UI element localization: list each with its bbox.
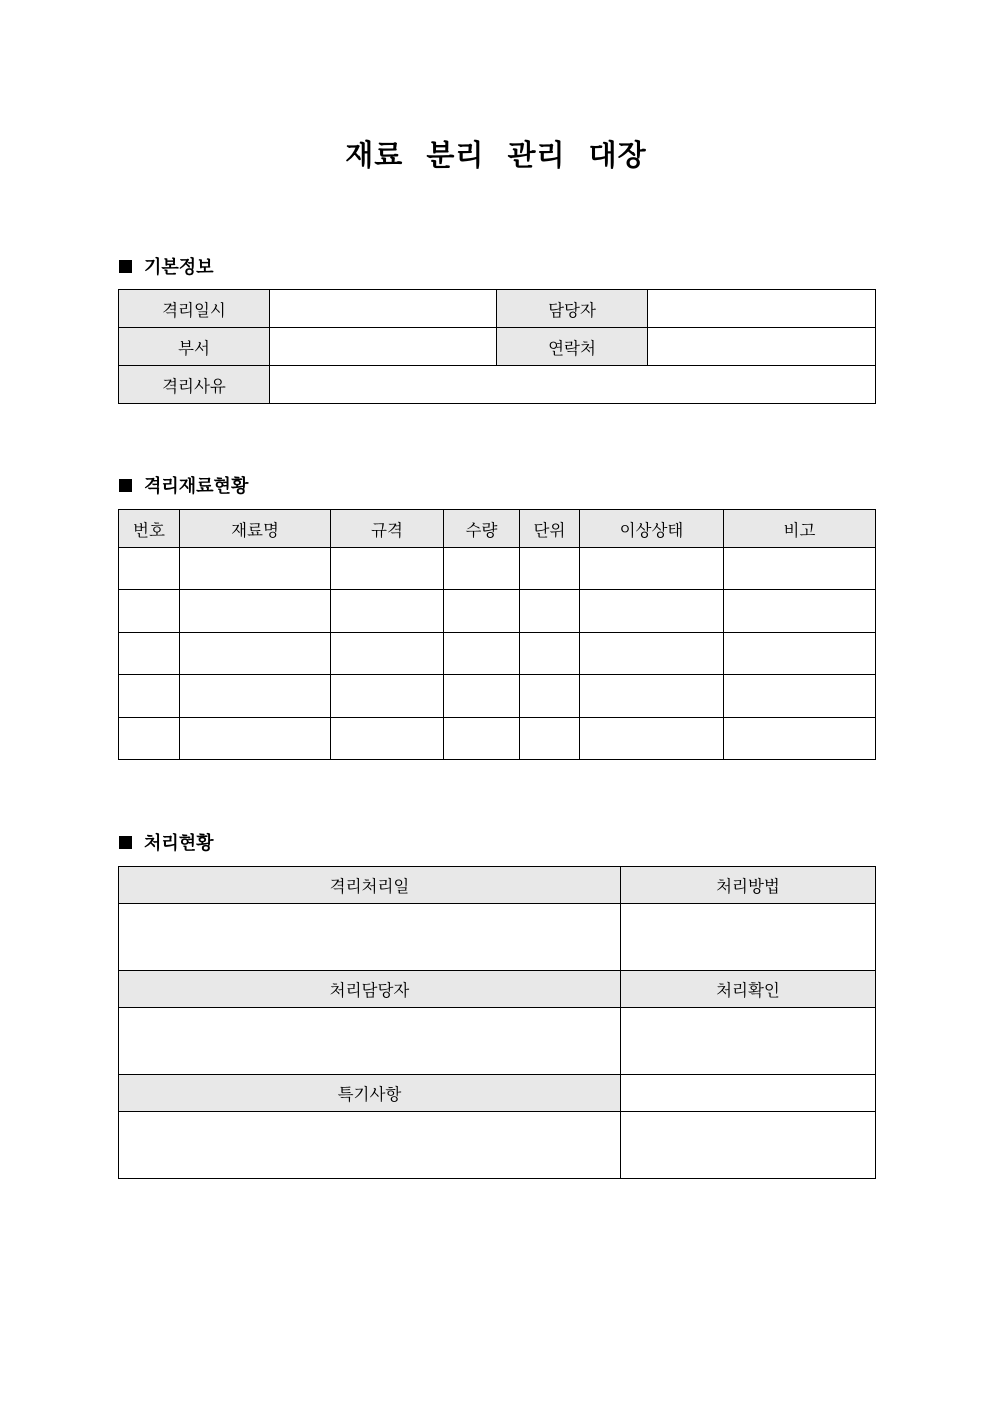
empty-cell — [621, 1075, 876, 1112]
process-confirm-label: 처리확인 — [621, 971, 876, 1008]
bullet-square-icon — [119, 479, 132, 492]
column-header: 번호 — [119, 510, 180, 548]
table-cell[interactable] — [180, 718, 331, 760]
column-header: 이상상태 — [580, 510, 724, 548]
isolation-datetime-label: 격리일시 — [119, 290, 270, 328]
section-heading-label: 격리재료현황 — [144, 476, 249, 497]
column-header: 재료명 — [180, 510, 331, 548]
process-manager-label: 처리담당자 — [119, 971, 621, 1008]
basic-info-table — [118, 289, 876, 404]
table-cell[interactable] — [520, 675, 580, 718]
contact-label: 연락처 — [497, 328, 648, 366]
table-cell[interactable] — [580, 548, 724, 590]
section-heading-basic-info — [119, 253, 214, 279]
table-cell[interactable] — [331, 633, 444, 675]
table-cell[interactable] — [580, 633, 724, 675]
processing-status-table — [118, 866, 876, 1179]
table-cell[interactable] — [724, 548, 876, 590]
section-heading-label: 기본정보 — [144, 257, 214, 278]
section-heading-processing-status — [119, 829, 214, 855]
person-in-charge-field[interactable] — [648, 290, 876, 328]
document-title: 재료 분리 관리 대장 — [345, 138, 647, 172]
column-header: 비고 — [724, 510, 876, 548]
table-cell[interactable] — [119, 590, 180, 633]
table-cell[interactable] — [180, 590, 331, 633]
table-cell[interactable] — [331, 718, 444, 760]
column-header: 규격 — [331, 510, 444, 548]
special-notes-field[interactable] — [119, 1112, 621, 1179]
isolation-reason-field[interactable] — [270, 366, 876, 404]
table-cell[interactable] — [444, 590, 520, 633]
special-notes-label: 특기사항 — [119, 1075, 621, 1112]
empty-cell — [621, 1112, 876, 1179]
table-cell[interactable] — [119, 718, 180, 760]
table-cell[interactable] — [724, 590, 876, 633]
table-cell[interactable] — [331, 548, 444, 590]
process-confirm-field[interactable] — [621, 1008, 876, 1075]
table-cell[interactable] — [444, 675, 520, 718]
table-row — [119, 718, 876, 760]
isolated-materials-table — [118, 509, 876, 760]
table-cell[interactable] — [331, 590, 444, 633]
table-cell[interactable] — [520, 718, 580, 760]
table-row — [119, 675, 876, 718]
section-heading-label: 처리현황 — [144, 833, 214, 854]
table-row — [119, 590, 876, 633]
bullet-square-icon — [119, 260, 132, 273]
person-in-charge-label: 담당자 — [497, 290, 648, 328]
column-header: 수량 — [444, 510, 520, 548]
table-cell[interactable] — [331, 675, 444, 718]
table-cell[interactable] — [580, 675, 724, 718]
table-cell[interactable] — [444, 633, 520, 675]
table-cell[interactable] — [520, 548, 580, 590]
process-method-label: 처리방법 — [621, 867, 876, 904]
isolation-process-date-field[interactable] — [119, 904, 621, 971]
isolation-process-date-label: 격리처리일 — [119, 867, 621, 904]
table-cell[interactable] — [119, 548, 180, 590]
table-cell[interactable] — [119, 633, 180, 675]
table-cell[interactable] — [180, 675, 331, 718]
table-cell[interactable] — [520, 590, 580, 633]
table-cell[interactable] — [444, 718, 520, 760]
table-row — [119, 548, 876, 590]
department-field[interactable] — [270, 328, 497, 366]
contact-field[interactable] — [648, 328, 876, 366]
isolation-datetime-field[interactable] — [270, 290, 497, 328]
section-heading-isolated-materials — [119, 472, 248, 498]
table-cell[interactable] — [520, 633, 580, 675]
table-cell[interactable] — [724, 718, 876, 760]
isolation-reason-label: 격리사유 — [119, 366, 270, 404]
table-row — [119, 633, 876, 675]
bullet-square-icon — [119, 836, 132, 849]
column-header: 단위 — [520, 510, 580, 548]
table-cell[interactable] — [580, 590, 724, 633]
table-cell[interactable] — [444, 548, 520, 590]
table-cell[interactable] — [580, 718, 724, 760]
process-manager-field[interactable] — [119, 1008, 621, 1075]
table-cell[interactable] — [180, 548, 331, 590]
department-label: 부서 — [119, 328, 270, 366]
process-method-field[interactable] — [621, 904, 876, 971]
table-cell[interactable] — [724, 675, 876, 718]
table-cell[interactable] — [724, 633, 876, 675]
table-cell[interactable] — [180, 633, 331, 675]
table-cell[interactable] — [119, 675, 180, 718]
